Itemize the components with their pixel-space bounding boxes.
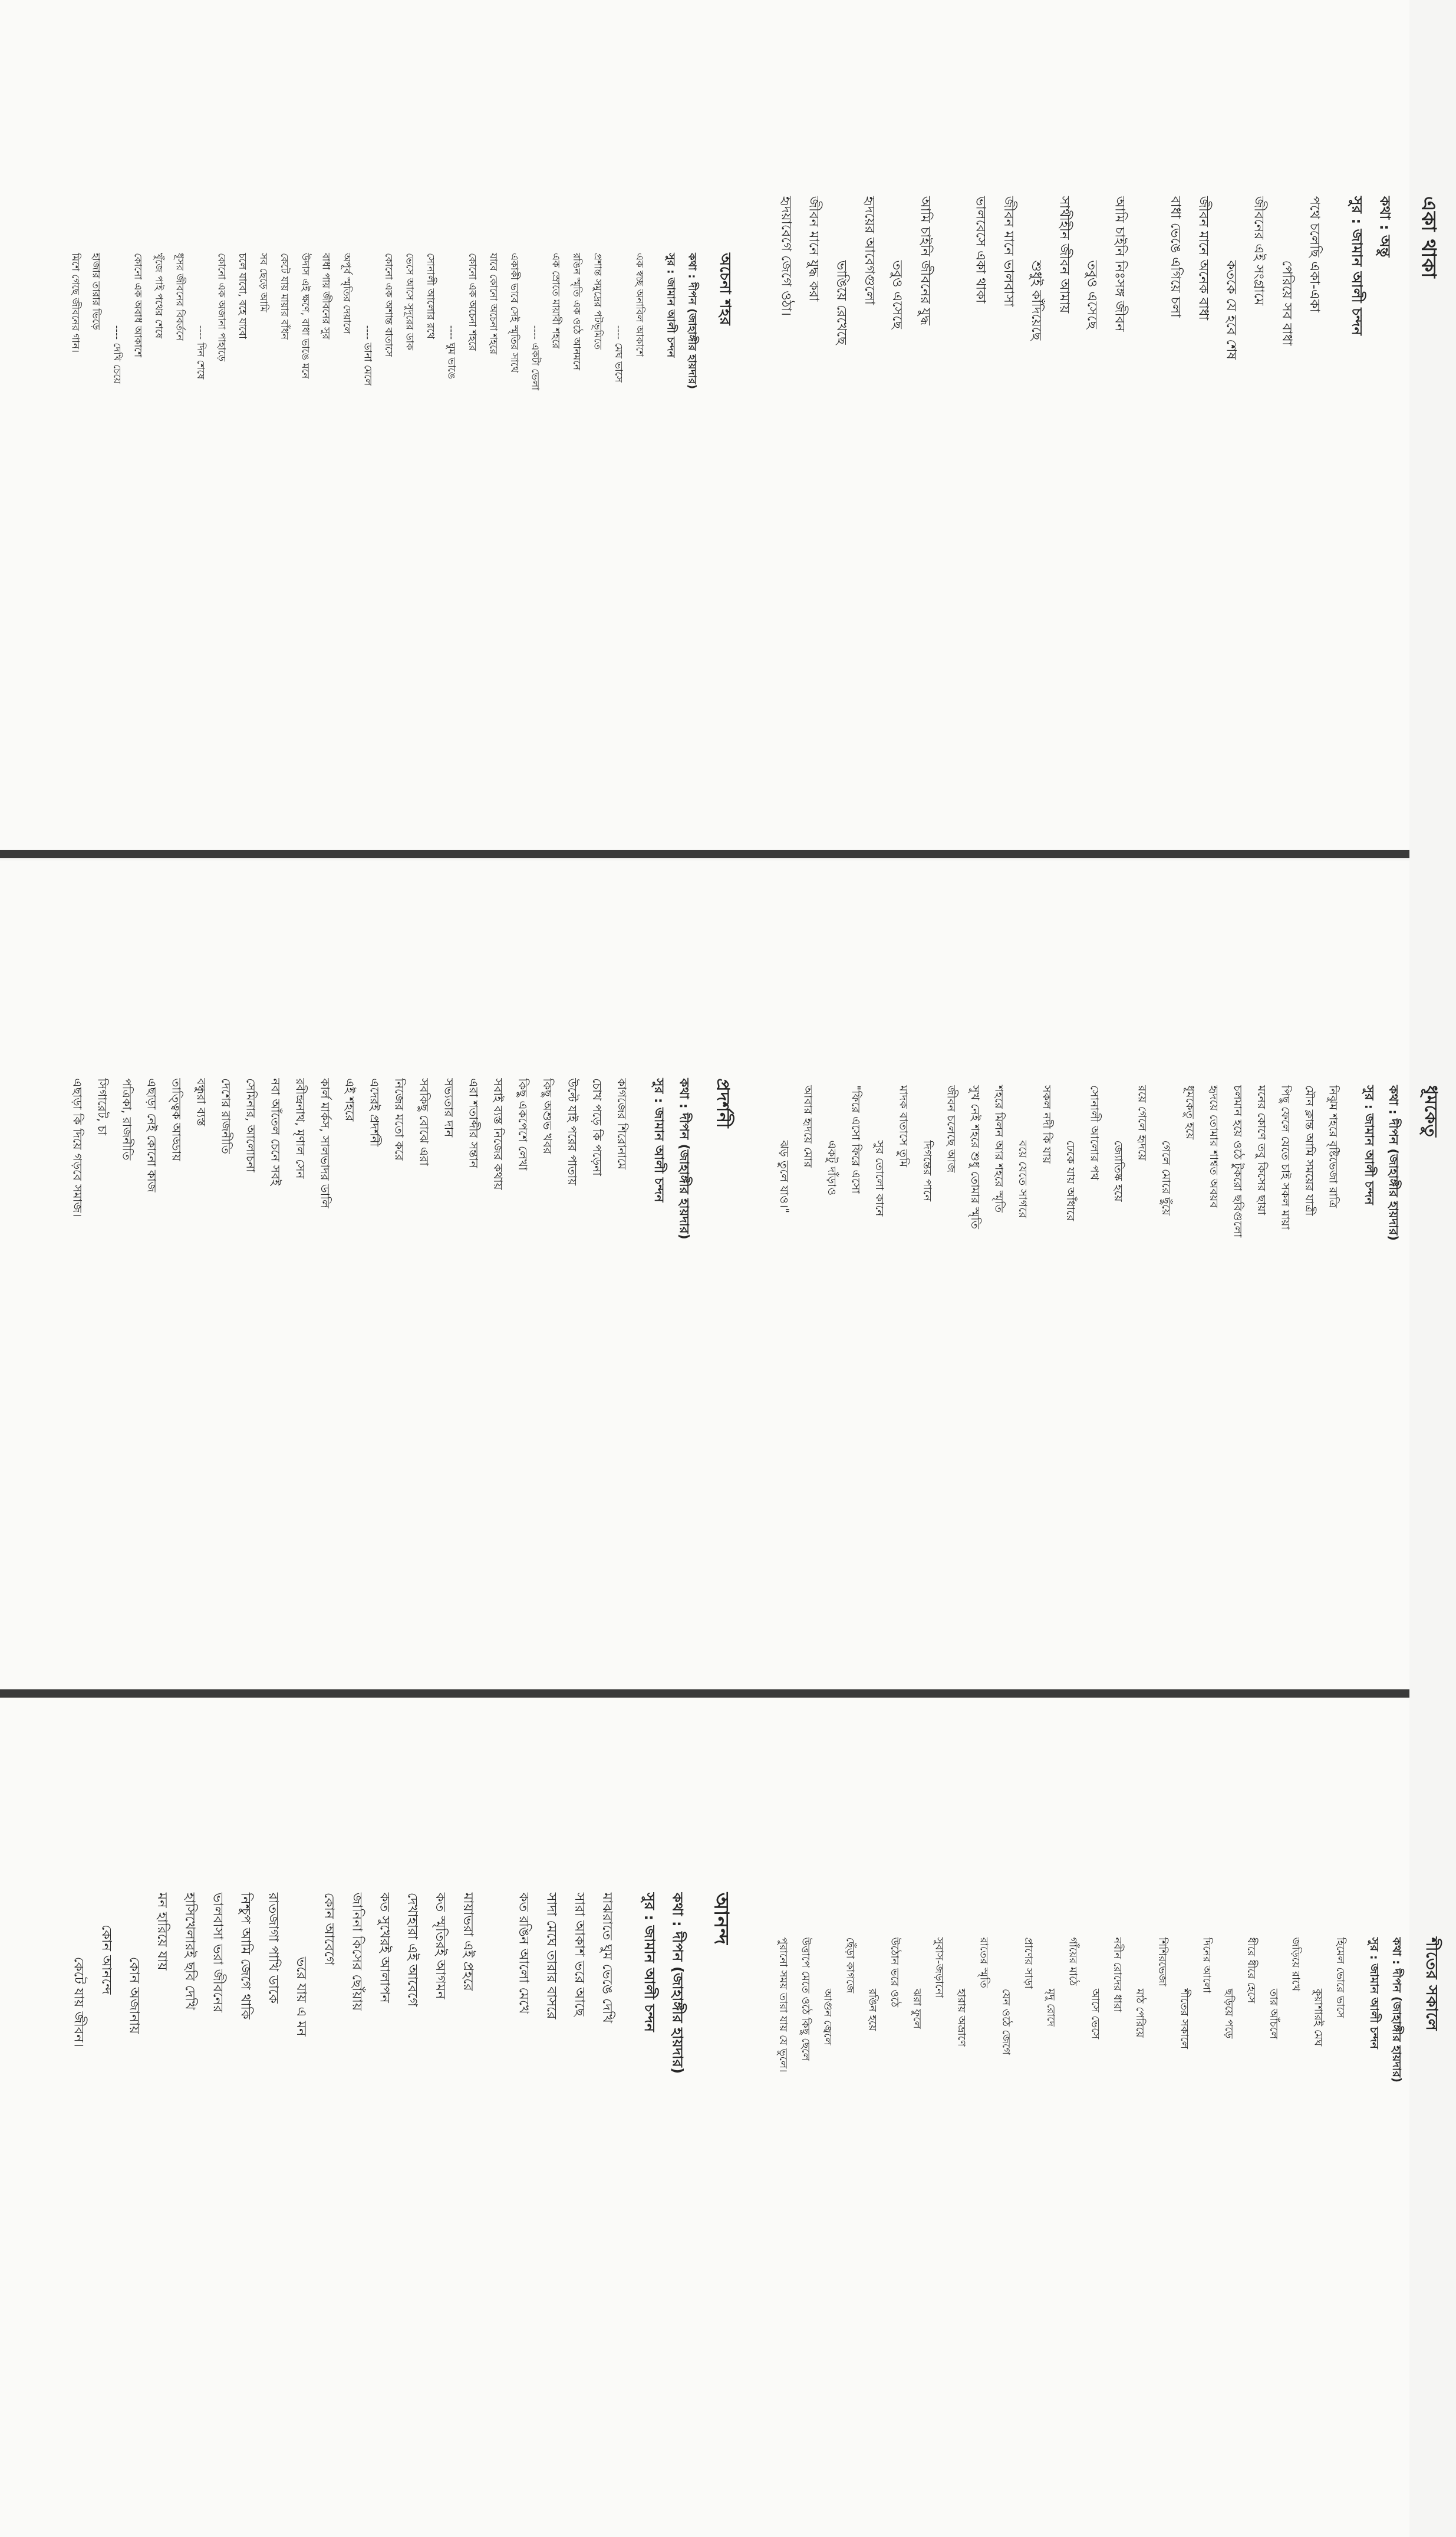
- composer-credit: সুর : জামান আলী চন্দন: [1368, 1937, 1381, 2049]
- lyric-line: বাধা ভেঙে এগিয়ে চলা: [1168, 196, 1184, 318]
- lyric-line: জীবন মানে ভালবাসা: [1001, 196, 1017, 307]
- lyric-line: ---- দেখি চেয়ে: [111, 325, 123, 384]
- lyric-line: সব ছেড়ে আমি: [258, 253, 269, 312]
- lyrics-panel: [0, 1698, 1441, 2537]
- lyric-line: আবার হৃদয়ে মোর: [801, 1085, 815, 1168]
- lyric-line: ---- ডানা মেলে: [362, 325, 374, 386]
- lyricist-credit: কথা : দীপন (জাহাঙ্গীর হায়দার): [1390, 1937, 1404, 2083]
- lyric-line: সবাই ব্যস্ত নিজের কথায়: [491, 1078, 505, 1190]
- lyric-line: গাঁয়ের মাঠে: [1067, 1937, 1080, 1986]
- lyric-line: দেশের রাজনীতি: [219, 1078, 233, 1154]
- lyric-line: সভ্যতার দান: [442, 1078, 456, 1137]
- song-credits: [1345, 196, 1396, 653]
- lyric-line: আগুন জ্বেলে: [822, 1988, 835, 2045]
- lyric-line: দিগন্তের পানে: [921, 1140, 934, 1201]
- lyrics-body: [65, 1893, 621, 2342]
- lyric-line: কত রঙিন আলো মেখে: [516, 1892, 532, 2014]
- lyrics-body: [772, 1938, 1352, 2298]
- lyric-line: ধূমকেতু হয়ে: [1183, 1085, 1197, 1139]
- lyric-line: কোনো এক অচেনা শহরে: [466, 253, 479, 351]
- lyric-line: কত সুখেরই আলাপন: [377, 1892, 393, 2003]
- lyric-line: ভালবাসা ভরা জীবনের: [210, 1892, 226, 2013]
- lyric-line: মাঠ পেরিয়ে: [1134, 1988, 1147, 2038]
- song-block: [65, 1078, 737, 1471]
- lyric-line: তার আঁচলে: [1267, 1988, 1280, 2040]
- lyric-line: ঝড় তুলে যাও।": [778, 1140, 791, 1213]
- song-block: [772, 1938, 1444, 2298]
- lyrics-body: [772, 1085, 1345, 1465]
- lyrics-body: [65, 1078, 634, 1471]
- lyric-line: মৌন ক্লান্ত আমি সময়ের যাত্রী: [1303, 1085, 1316, 1216]
- stanza-break: [1134, 196, 1162, 653]
- lyric-line: মিশে গেছে জীবনের গান।: [70, 253, 81, 353]
- lyric-line: হিমেল ভোরে ভাসে: [1334, 1937, 1347, 2018]
- song-credits: [1359, 1085, 1404, 1465]
- composer-credit: সুর : জামান আলী চন্দন: [641, 1892, 658, 2032]
- lyric-line: ---- ঘুম ভাঙে: [446, 325, 457, 380]
- lyric-line: শুধুই কাঁদিয়েছে: [1029, 260, 1045, 341]
- song-column: [53, 861, 749, 1689]
- lyric-line: কোন আবেগে: [321, 1892, 337, 1965]
- lyric-line: পুরানো সময় তারা যায় যে ভুলে।: [777, 1937, 790, 2073]
- lyric-line: তাত্ত্বিক আড্ডায়: [169, 1078, 183, 1161]
- lyric-line: রাতজাগা পাখি ডাকে: [266, 1892, 282, 2004]
- lyric-line: চলে যাবো, বহে যাবো: [236, 253, 249, 339]
- lyric-line: তবুও এসেছে: [1085, 260, 1101, 329]
- lyric-line: যাবে কোনো অচেনা শহরে: [487, 253, 499, 355]
- lyric-line: জীবন চলেছে আজ: [944, 1085, 958, 1173]
- lyric-line: মনের কোণে তবু কিসের ছায়া: [1255, 1085, 1269, 1215]
- lyric-line: কোন অজানায়: [127, 1956, 143, 2034]
- lyric-line: এছাড়া কি দিয়ে গড়বে সমাজ।: [70, 1078, 84, 1217]
- composer-credit: সুর : জামান আলী চন্দন: [1362, 1085, 1376, 1205]
- lyric-line: মন হারিয়ে যায়: [154, 1892, 170, 1971]
- lyric-line: ---- একটা ভেলা: [529, 325, 541, 391]
- lyricist-credit: কথা : দীপন (জাহাঙ্গীর হায়দার): [669, 1892, 686, 2074]
- lyric-line: সিগারেট, চা: [95, 1078, 109, 1135]
- lyric-line: রয়ে গেলে হৃদয়ে: [1135, 1085, 1149, 1161]
- lyric-line: পেরিয়ে সব বাধা: [1279, 260, 1295, 346]
- lyric-line: জীবন মানে যুদ্ধ করা: [806, 196, 822, 302]
- lyric-line: উদাস এই ক্ষণে, বাধা ভাঙে মনে: [299, 253, 311, 379]
- lyric-line: উত্তাপে মেতে ওঠে কিছু ছেলে: [799, 1937, 812, 2061]
- lyric-line: হৃদয়াবেগে জেগে ওঠা।: [778, 196, 794, 317]
- lyric-line: নিজের মতো করে: [392, 1078, 406, 1161]
- song-title: প্রদর্শনী: [713, 1078, 734, 1128]
- lyric-line: আমি চাইনি জীবনের যুদ্ধ: [917, 196, 933, 325]
- lyric-line: এদেরই প্রদর্শনী: [367, 1078, 381, 1146]
- lyric-line: হৃদয়ের আবেগগুলো: [862, 196, 878, 305]
- song-credits: [637, 1893, 689, 2342]
- lyric-line: কোন আনন্দে: [99, 1925, 115, 1995]
- lyric-line: আসে ভেসে: [1089, 1988, 1102, 2040]
- lyric-line: চোখ পড়ে কি পড়েনা: [590, 1078, 604, 1176]
- lyric-line: এক স্বচ্ছ অনাবিল আকাশে: [634, 253, 645, 357]
- lyric-line: কতকে যে হবে শেষ: [1224, 260, 1240, 360]
- lyric-line: একটু দাঁড়াও: [825, 1140, 839, 1195]
- lyric-line: যেন ওঠে জেগে: [1000, 1988, 1013, 2055]
- lyric-line: সুর তোলো কানে: [873, 1140, 887, 1217]
- lyric-line: সাদা মেঘে তারার বাসরে: [544, 1892, 560, 2019]
- composer-credit: সুর : জামান আলী চন্দন: [665, 253, 678, 358]
- lyric-line: জড়িয়ে রাখে: [1290, 1937, 1303, 1992]
- lyric-line: রঙিন স্মৃতি এক ওঠে আনমনে: [571, 253, 583, 371]
- lyric-line: বয়ে যেতে সাগরে: [1016, 1140, 1030, 1218]
- lyric-line: ছেঁড়া কাগজে: [844, 1937, 857, 1994]
- lyric-line: বন্ধুরা ব্যস্ত: [194, 1078, 208, 1126]
- lyric-line: এই শহরে: [342, 1078, 357, 1121]
- song-block: [65, 253, 737, 596]
- lyric-line: বাধা পায় জীবনের সুর: [320, 253, 332, 340]
- lyric-line: কোনো এক অবাধ আকাশে: [132, 253, 144, 358]
- song-block: [65, 1893, 737, 2342]
- lyric-line: মায়াভরা এই প্রহরে: [460, 1892, 476, 1991]
- lyric-line: পথে চলেছি একা-একা: [1307, 196, 1323, 312]
- lyric-line: এক স্রোতে মায়াবী শহরে: [550, 253, 562, 349]
- lyric-line: প্রাণের সাড়া: [1022, 1937, 1035, 1989]
- lyric-line: পিছু ফেলে যেতে চাই সকল মায়া: [1279, 1085, 1292, 1230]
- lyric-line: গেলে মোরে ছুঁয়ে: [1159, 1140, 1173, 1215]
- song-block: [772, 1085, 1444, 1465]
- lyric-line: কোনো এক অজানা পাহাড়ে: [216, 253, 228, 362]
- lyric-line: ছড়িয়ে পড়ে: [1223, 1988, 1236, 2039]
- lyricist-credit: কথা : দীপন (জাহাঙ্গীর হায়দার): [677, 1078, 692, 1240]
- lyric-line: পত্রিকা, রাজনীতি: [120, 1078, 134, 1160]
- lyric-line: সাথীহীন জীবন আমায়: [1056, 196, 1072, 314]
- lyric-line: ভরে যায় এ মন: [294, 1956, 309, 2037]
- lyric-line: নবা আঁতেল চেনে সবই: [268, 1078, 282, 1185]
- lyrics-body: [772, 196, 1329, 653]
- song-title: শীতের সকালে: [1422, 1937, 1441, 2031]
- lyric-line: জীবনের এই সংগ্রামে: [1251, 196, 1267, 306]
- lyric-line: নিশ্চুপ আমি জেগে থাকি: [238, 1892, 254, 2019]
- lyric-line: ধীরে ধীরে হেসে: [1245, 1937, 1258, 2004]
- lyric-line: সারা আকাশ ভরে আছে: [572, 1892, 588, 2017]
- lyric-line: জীবন মানে অনেক বাধা: [1195, 196, 1211, 321]
- lyric-line: প্রশান্ত সমুদ্রের পটভূমিতে: [592, 253, 604, 350]
- lyric-line: খুঁজে পাই পথের শেষে: [153, 253, 165, 339]
- lyric-line: মাঝরাতে ঘুম ভেঙে দেখি: [599, 1892, 615, 2024]
- song-title: একা থাকা: [1417, 196, 1441, 279]
- lyric-line: কেটে যায় জীবন।: [71, 1956, 87, 2047]
- composer-credit: সুর : জামান আলী চন্দন: [1348, 196, 1365, 336]
- stanza-break: [939, 196, 967, 653]
- lyricist-credit: কথা : অন্তু: [1376, 196, 1394, 258]
- lyricist-credit: কথা : দীপন (জাহাঙ্গীর হায়দার): [686, 253, 699, 390]
- lyric-line: কুয়াশারই মেঘ: [1312, 1988, 1325, 2047]
- lyric-line: কার্ল মার্কস, সালভাদর ডালি: [318, 1078, 332, 1208]
- lyric-line: এছাড়া নেই কোনো কাজ: [144, 1078, 159, 1192]
- lyric-line: শীতের সকালে: [1178, 1988, 1191, 2050]
- lyric-line: চলমান হয়ে ওঠে টুকরো ছবিগুলো: [1231, 1085, 1245, 1237]
- lyric-line: ---- দিন শেষে: [195, 325, 207, 380]
- lyric-line: রাতের স্মৃতি: [977, 1937, 990, 1988]
- lyric-line: ---- মেঘ ভাসে: [613, 325, 625, 383]
- lyric-line: "ফিরে এসো ফিরে এসো: [849, 1085, 863, 1194]
- lyric-line: দেখাহারা এই আবেগে: [405, 1892, 421, 2007]
- lyric-line: একাকী ভাবে সেই স্মৃতির সাথে: [508, 253, 521, 373]
- song-title: অচেনা শহর: [716, 253, 734, 326]
- lyric-line: কেটে যায় মায়ার বাঁধন: [278, 253, 291, 340]
- lyric-line: জানিনা কিসের ছোঁয়ায়: [349, 1892, 365, 2011]
- lyric-line: সবকিছু বোঝে এরা: [417, 1078, 431, 1166]
- song-column: [760, 861, 1456, 1689]
- song-title: আনন্দ: [710, 1892, 733, 1945]
- lyric-line: সেমিনার, আলোচনা: [243, 1078, 258, 1172]
- lyric-line: কিছু একপেশে লেখা: [516, 1078, 530, 1171]
- lyric-line: ঝরা ফুলে: [911, 1988, 924, 2029]
- lyric-line: শিশিরভেজা: [1156, 1937, 1169, 1986]
- lyric-line: কোনো এক অশান্ত বাতাসে: [383, 253, 395, 357]
- song-credits: [1364, 1938, 1406, 2298]
- lyric-line: নিঝুম শহরে বৃষ্টিভেজা রাত্রি: [1326, 1085, 1340, 1208]
- song-column: [53, 1698, 749, 2537]
- lyricist-credit: কথা : দীপন (জাহাঙ্গীর হায়দার): [1386, 1085, 1401, 1241]
- lyric-line: আমি চাইনি নিঃসঙ্গ জীবন: [1112, 196, 1128, 332]
- stanza-break: [482, 1893, 510, 2342]
- lyric-line: কাগজের শিরোনামে: [615, 1078, 629, 1169]
- lyric-line: ভেসে আসে সুদূরের ডাক: [404, 253, 416, 351]
- lyric-line: জ্যোতিষ্ক হয়ে: [1112, 1140, 1125, 1202]
- lyrics-panel: [0, 0, 1441, 849]
- lyric-line: দিনের আলো: [1201, 1937, 1213, 1994]
- lyric-line: হাজার তারার ভিড়ে: [90, 253, 103, 330]
- lyric-line: এরা শতাব্দীর সন্তান: [466, 1078, 480, 1168]
- song-block: [772, 196, 1444, 653]
- song-column: [760, 0, 1456, 849]
- lyric-line: নবীন রোদের ধারা: [1111, 1937, 1124, 2012]
- lyric-line: উঠোন ভরে ওঠে: [888, 1937, 901, 2008]
- lyric-line: কিছু অশুভ খবর: [541, 1078, 555, 1154]
- lyric-line: শহরে মিলন আর শহরে স্মৃতি: [992, 1085, 1006, 1213]
- song-title: ধূমকেতু: [1421, 1085, 1441, 1137]
- lyric-line: ধূসর জীবনের বিবর্তনে: [174, 253, 186, 341]
- lyric-line: অপূর্ব স্মৃতির দেয়ালে: [341, 253, 353, 334]
- lyrics-body: [65, 253, 650, 596]
- lyric-line: ঢেকে যায় আঁধারে: [1064, 1140, 1078, 1221]
- lyric-line: উল্টে যাই পরের পাতায়: [565, 1078, 579, 1185]
- panel-divider: [0, 850, 1409, 858]
- lyric-line: মৃদু রোদে: [1045, 1988, 1058, 2027]
- lyric-line: মাদক বাতাসে তুমি: [897, 1085, 911, 1167]
- lyric-line: সকল নদী কি যায়: [1040, 1085, 1054, 1164]
- lyric-line: হারায় অভ্রাণে: [956, 1988, 969, 2047]
- song-column: [760, 1698, 1456, 2537]
- lyric-line: হাসিখেলারই ছবি দেখি: [182, 1892, 198, 2010]
- panel-divider: [0, 1689, 1409, 1698]
- lyric-line: কত স্মৃতিরই আগমন: [433, 1892, 449, 1999]
- lyric-line: রবীন্দ্রনাথ, মৃণাল সেন: [293, 1078, 307, 1179]
- song-column: [53, 0, 749, 849]
- lyric-line: সোনালী আলোর পথ: [1088, 1085, 1102, 1180]
- lyric-line: ভাঙিয়ে রেখেছে: [834, 260, 850, 345]
- song-credits: [662, 253, 701, 596]
- lyrics-panel: [0, 861, 1441, 1689]
- lyric-line: রঙিন হয়ে: [866, 1988, 879, 2031]
- song-credits: [648, 1078, 694, 1471]
- lyric-line: হৃদয়ে তোমার শাশ্বত অবয়ব: [1207, 1085, 1221, 1208]
- composer-credit: সুর : জামান আলী চন্দন: [651, 1078, 667, 1202]
- lyric-line: ভালবেসে একা থাকা: [973, 196, 989, 304]
- lyric-line: সোনালী আলোর রথে: [424, 253, 437, 339]
- lyric-line: সুবাস-জড়ানো: [933, 1937, 946, 1998]
- lyric-line: তবুও এসেছে: [890, 260, 905, 329]
- lyric-line: সুখ নেই শহরে শুধু তোমার স্মৃতি: [969, 1085, 982, 1229]
